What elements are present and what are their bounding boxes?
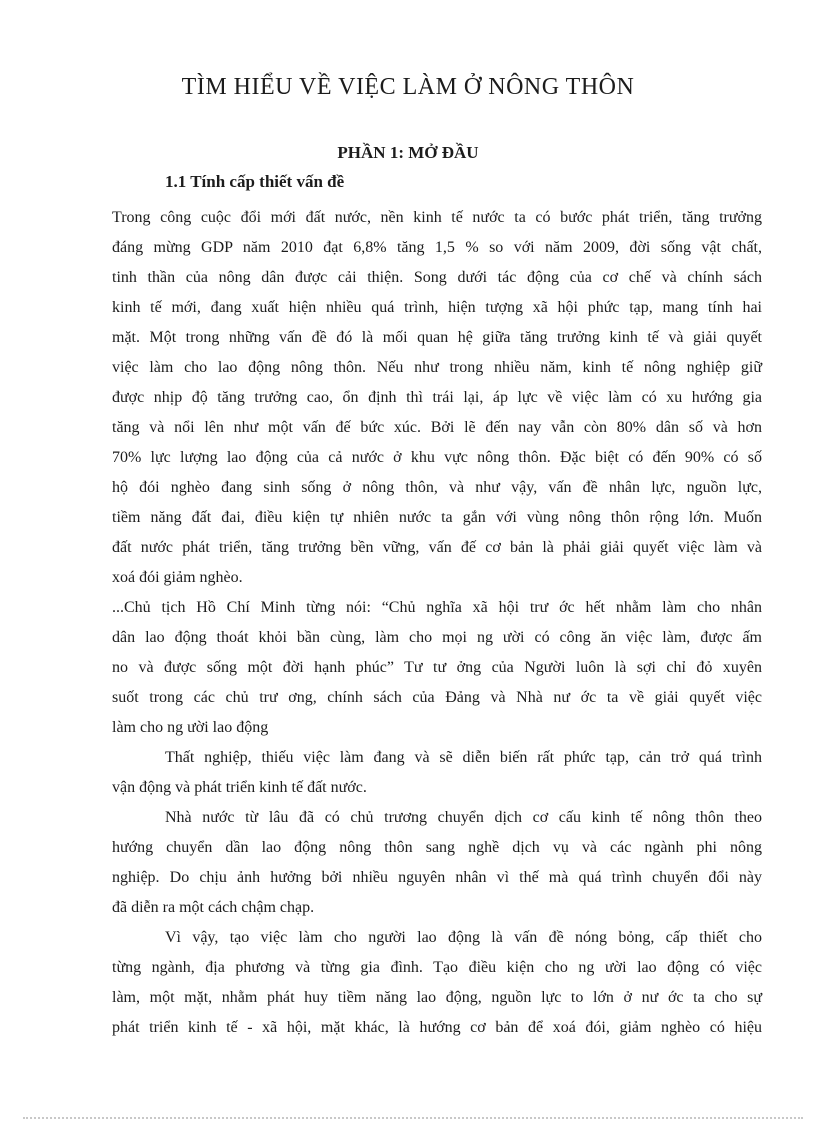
- text-line: xoá đói giảm nghèo.: [112, 569, 243, 586]
- paragraph-conclusion: [112, 923, 762, 1043]
- text-line: Vì vậy, tạo việc làm cho người lao động là vấn đề nóng bỏng, cấp thiết cho: [165, 929, 762, 946]
- paragraph-quote: [112, 593, 762, 743]
- text-line: ...Chủ tịch Hồ Chí Minh từng nói: “Chủ nghĩa xã hội trư ớc hết nhằm làm cho nhân: [112, 599, 762, 616]
- text-line: hộ đói nghèo đang sinh sống ở nông thôn, và như vậy, vấn đề nhân lực, nguồn lực,: [112, 479, 762, 496]
- text-line: được nhịp độ tăng trưởng cao, ổn định thì trái lại, áp lực về việc làm có xu hướng gia: [112, 389, 762, 406]
- document-title: TÌM HIỂU VỀ VIỆC LÀM Ở NÔNG THÔN: [181, 74, 635, 100]
- text-line: Thất nghiệp, thiếu việc làm đang và sẽ diễn biến rất phức tạp, cản trở quá trình: [165, 749, 762, 766]
- text-line: đáng mừng GDP năm 2010 đạt 6,8% tăng 1,5 % so với năm 2009, đời sống vật chất,: [112, 239, 762, 256]
- text-line: tăng và nổi lên như một vấn đế bức xúc. Bởi lẽ đến nay vẫn còn 80% dân số và hơn: [112, 419, 762, 436]
- document-body: [112, 203, 762, 1043]
- paragraph-intro: [112, 203, 762, 593]
- text-line: mặt. Một trong những vấn đề đó là mối quan hệ giữa tăng trưởng kinh tế và giải quyết: [112, 329, 762, 346]
- paragraph-unemployment: [112, 743, 762, 803]
- text-line: từng ngành, địa phương và từng gia đình. Tạo điều kiện cho ng ười lao động có việc: [112, 959, 762, 976]
- text-line: phát triển kinh tế - xã hội, mặt khác, là hướng cơ bản để xoá đói, giảm nghèo có hiệu: [112, 1019, 762, 1036]
- text-line: nghiệp. Do chịu ảnh hưởng bởi nhiều nguyên nhân vì thế mà quá trình chuyển đổi này: [112, 869, 762, 886]
- text-line: dân lao động thoát khỏi bần cùng, làm cho mọi ng ười có công ăn việc làm, được ấm: [112, 629, 762, 646]
- page-break-dotted-line: [23, 1117, 803, 1119]
- text-line: tiềm năng đất đai, điều kiện tự nhiên nước ta gắn với vùng nông thôn rộng lớn. Muốn: [112, 509, 762, 526]
- text-line: no và được sống một đời hạnh phúc” Tư tư ởng của Người luôn là sợi chỉ đỏ xuyên: [112, 659, 762, 676]
- text-line: 70% lực lượng lao động của cả nước ở khu vực nông thôn. Đặc biệt có đến 90% có số: [112, 449, 762, 466]
- text-line: làm, một mặt, nhằm phát huy tiềm năng lao động, nguồn lực to lớn ở nư ớc ta cho sự: [112, 989, 762, 1006]
- section-heading: PHẦN 1: MỞ ĐẦU: [337, 143, 479, 162]
- text-line: đã diễn ra một cách chậm chạp.: [112, 899, 315, 916]
- text-line: đất nước phát triển, tăng trưởng bền vững, vấn đế cơ bản là phải giải quyết việc làm và: [112, 539, 762, 556]
- text-line: việc làm cho lao động nông thôn. Nếu như trong nhiều năm, kinh tế nông nghiệp giữ: [112, 359, 762, 376]
- text-line: vận động và phát triển kinh tế đất nước.: [112, 779, 367, 796]
- subsection-heading: 1.1 Tính cấp thiết vấn đề: [165, 172, 345, 191]
- text-line: làm cho ng ười lao động: [112, 719, 269, 736]
- paragraph-policy: [112, 803, 762, 923]
- text-line: tinh thần của nông dân được cải thiện. Song dưới tác động của cơ chế và chính sách: [112, 269, 762, 286]
- text-line: kinh tế mới, đang xuất hiện nhiều quá trình, hiện tượng xã hội phức tạp, mang tính hai: [112, 299, 762, 316]
- text-line: hướng chuyển dần lao động nông thôn sang nghề dịch vụ và các ngành phi nông: [112, 839, 762, 856]
- text-line: suốt trong các chủ trư ơng, chính sách của Đảng và Nhà nư ớc ta về giải quyết việc: [112, 689, 762, 706]
- text-line: Nhà nước từ lâu đã có chủ trương chuyển dịch cơ cấu kinh tế nông thôn theo: [165, 809, 762, 826]
- text-line: Trong công cuộc đổi mới đất nước, nền kinh tế nước ta có bước phát triển, tăng trưởng: [112, 209, 762, 226]
